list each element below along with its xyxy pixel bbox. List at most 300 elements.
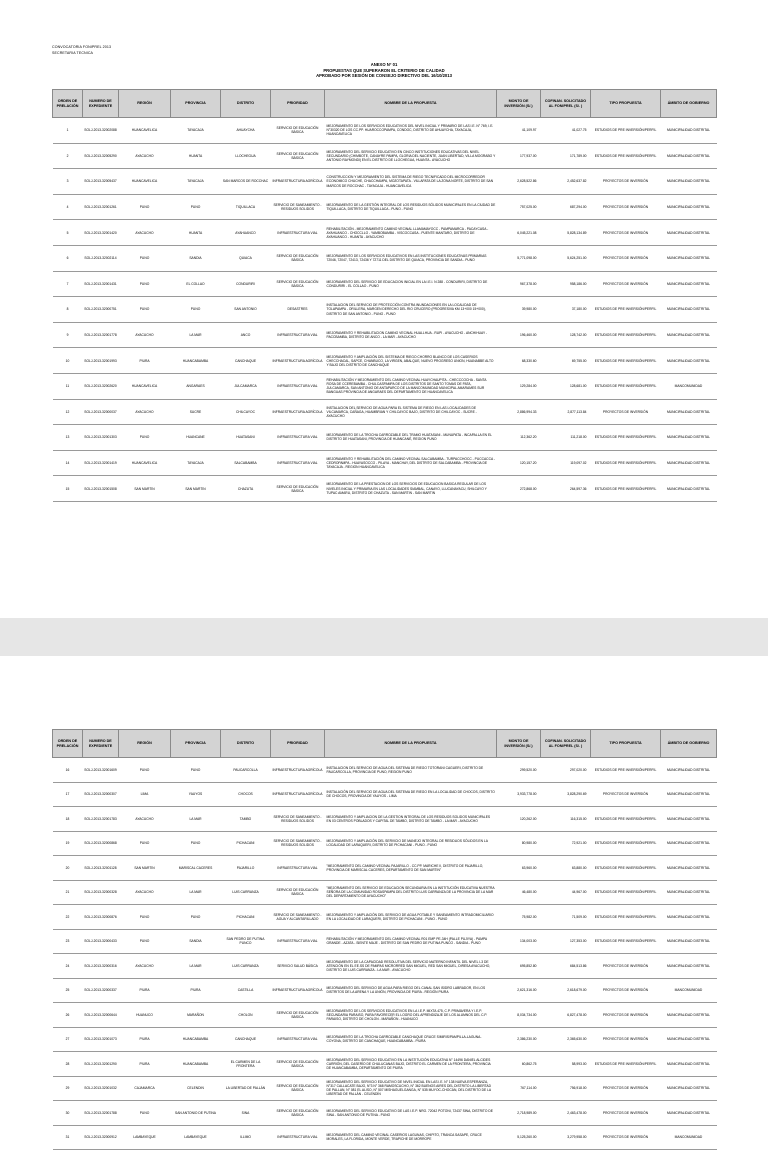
investment-cell: 120,262.00: [497, 807, 541, 832]
region-cell: AYACUCHO: [119, 954, 171, 979]
cofinancing-header: COFINAN. SOLICITADO AL FONIPREL (S/. ): [541, 90, 591, 118]
order-cell: 3: [53, 169, 83, 195]
district-cell: SAN ANTONIO: [221, 297, 271, 323]
proposal-name-cell: MEJORAMIENTO DEL SERVICIO EDUCATIVO EN CINCO INSTITUCIONES EDUCATIVAS DEL NIVEL SECUNDARIO (CHIMBOTE, CANAYRE PAMPA, GLORIA DEL NACIENTE, JUAN LIBERTAD, VILLA MOGRABO Y ANTONIO RAYMONDI) EN EL DISTRITO DE LLOCHEGUA, HUANTA - AYACUCHO: [325, 143, 497, 169]
investment-cell: 134,003.00: [497, 929, 541, 954]
priority-cell: SERVICIO DE SANEAMIENTO - RESIDUOS SOLIDOS: [271, 831, 325, 856]
cofinancing-cell: 264,597.36: [541, 476, 591, 502]
district-cell: AHUAYCHA: [221, 118, 271, 144]
proposal-type-cell: PROYECTOS DE INVERSIÓN: [591, 954, 661, 979]
region-header: REGIÓN: [119, 730, 171, 758]
cofinancing-cell: 37,180.00: [541, 297, 591, 323]
cofinancing-cell: 71,509.00: [541, 905, 591, 930]
government-scope-cell: MUNICIPALIDAD DISTRITAL: [661, 880, 717, 905]
proposal-type-cell: ESTUDIOS DE PRE INVERSIÓN/PERFIL: [591, 758, 661, 783]
order-cell: 1: [53, 118, 83, 144]
district-cell: CHAZUTA: [221, 476, 271, 502]
province-cell: HUANCABAMBA: [171, 1027, 221, 1052]
order-cell: 31: [53, 1125, 83, 1150]
order-cell: 30: [53, 1101, 83, 1126]
government-scope-cell: MUNICIPALIDAD DISTRITAL: [661, 399, 717, 425]
proposal-type-cell: ESTUDIOS DE PRE INVERSIÓN/PERFIL: [591, 831, 661, 856]
priority-cell: SERVICIO DE SANEAMIENTO - RESIDUOS SOLIDOS: [271, 194, 325, 220]
district-cell: LLOCHEGUA: [221, 143, 271, 169]
district-cell: JULCAMARCA: [221, 373, 271, 399]
district-cell: CANCHAQUE: [221, 1027, 271, 1052]
government-scope-cell: MUNICIPALIDAD DISTRITAL: [661, 169, 717, 195]
province-cell: TAYACAJA: [171, 118, 221, 144]
order-cell: 21: [53, 880, 83, 905]
file-number-cell: SOLJ-2013-32001073: [83, 1027, 119, 1052]
province-cell: SUCRE: [171, 399, 221, 425]
cofinancing-cell: 128,681.00: [541, 373, 591, 399]
proposal-name-cell: MEJORAMIENTO DE LA GESTIÓN INTEGRAL DE LOS RESIDUOS SÓLIDOS MUNICIPALES EN LA CIUDAD DE TIQUILLACA, DISTRITO DE TIQUILLACA - PUNO - PUNO: [325, 194, 497, 220]
table-row: [53, 782, 717, 807]
district-cell: SINA: [221, 1101, 271, 1126]
priority-cell: SERVICIO DE EDUCACIÓN BÁSICA: [271, 1076, 325, 1101]
province-cell: HUANTA: [171, 220, 221, 246]
priority-cell: SERVICIO DE SANEAMIENTO - RESIDUOS SOLIDOS: [271, 807, 325, 832]
investment-cell: 68,330.60: [497, 348, 541, 374]
investment-cell: 2,886,994.33: [497, 399, 541, 425]
government-scope-cell: MUNICIPALIDAD DISTRITAL: [661, 1027, 717, 1052]
order-cell: 5: [53, 220, 83, 246]
order-cell: 6: [53, 245, 83, 271]
region-cell: PUNO: [119, 194, 171, 220]
proposal-name-cell: MEJORAMIENTO DEL SERVICIO DE AGUA PARA RIEGO DEL CANAL SAN ISIDRO LABRADOR, EN LOS DISTRITOS DE LA ARENA Y LA UNIÓN, PROVINCIA DE PIURA - REGIÓN PIURA: [325, 978, 497, 1003]
priority-cell: SERVICIO DE EDUCACIÓN BÁSICA: [271, 118, 325, 144]
district-cell: HUATASANI: [221, 425, 271, 451]
province-cell: LA MAR: [171, 954, 221, 979]
file-number-cell: SOLJ-2013-32001290: [83, 1052, 119, 1077]
cofinancing-cell: 41,027.75: [541, 118, 591, 144]
file-number-cell: SOLJ-2013-32000433: [83, 929, 119, 954]
order-header: ORDEN DE PRELACIÓN: [53, 90, 83, 118]
investment-cell: 272,868.00: [497, 476, 541, 502]
investment-cell: 63,960.00: [497, 856, 541, 881]
cofinancing-cell: 119,097.02: [541, 450, 591, 476]
table-row: [53, 245, 717, 271]
proposal-name-cell: REHABILITACIÓN Y MEJORAMIENTO DEL CAMINO VECINAL R01 EMP PE-34H (PALLE PUJIYA) - PAMPA GRANDE - AZATA - SIENTE MAJE - DISTRITO DE SAN PEDRO DE PUTINA PUNCO - SANDIA - PUNO: [325, 929, 497, 954]
priority-cell: INFRAESTRUCTURA VIAL: [271, 856, 325, 881]
table-row: [53, 954, 717, 979]
proposal-type-cell: PROYECTOS DE INVERSIÓN: [591, 220, 661, 246]
province-cell: ANGARAES: [171, 373, 221, 399]
government-scope-cell: MUNICIPALIDAD DISTRITAL: [661, 476, 717, 502]
government-scope-cell: MANCOMUNIDAD: [661, 978, 717, 1003]
region-cell: PIURA: [119, 348, 171, 374]
file-number-cell: SOLJ-2013-32001431: [83, 271, 119, 297]
cofinancing-cell: 127,353.00: [541, 929, 591, 954]
region-cell: AYACUCHO: [119, 880, 171, 905]
priority-cell: INFRAESTRUCTURA VIAL: [271, 220, 325, 246]
investment-cell: 695,852.80: [497, 954, 541, 979]
proposal-name-cell: MEJORAMIENTO DEL SERVICIO EDUCATIVO EN LA INSTITUCIÓN EDUCATIVA N° 14496 DANIEL ALCIDES CARRIÓN, DEL CASERÍO DE CHULUCANAS BAJO, DISTRITO EL CARMEN DE LA FRONTERA, PROVINCIA DE HUANCABAMBA, DEPARTAMENTO DE PIURA: [325, 1052, 497, 1077]
proposal-type-cell: PROYECTOS DE INVERSIÓN: [591, 1027, 661, 1052]
province-cell: LA MAR: [171, 807, 221, 832]
priority-cell: DESASTRES: [271, 297, 325, 323]
investment-cell: 196,460.00: [497, 322, 541, 348]
priority-header: PRIORIDAD: [271, 90, 325, 118]
file-number-cell: SOLJ-2013-32000328: [83, 880, 119, 905]
investment-cell: 39,980.00: [497, 297, 541, 323]
order-cell: 11: [53, 373, 83, 399]
district-cell: SAN PEDRO DE PUTINA PUNCO: [221, 929, 271, 954]
region-cell: AYACUCHO: [119, 143, 171, 169]
proposal-type-cell: ESTUDIOS DE PRE INVERSIÓN/PERFIL: [591, 118, 661, 144]
file-number-cell: SOLJ-2013-32000307: [83, 782, 119, 807]
province-cell: SANDIA: [171, 245, 221, 271]
investment-cell: 2,621,316.00: [497, 978, 541, 1003]
file-number-cell: SOLJ-2013-32000337: [83, 978, 119, 1003]
region-cell: PUNO: [119, 297, 171, 323]
region-cell: LAMBAYEQUE: [119, 1125, 171, 1150]
government-scope-cell: MUNICIPALIDAD DISTRITAL: [661, 1076, 717, 1101]
table-row: [53, 978, 717, 1003]
proposal-name-header: NOMBRE DE LA PROPUESTA: [325, 730, 497, 758]
district-cell: LA LIBERTAD DE PALLÁN: [221, 1076, 271, 1101]
government-scope-cell: MUNICIPALIDAD DISTRITAL: [661, 1003, 717, 1028]
investment-cell: 767,114.00: [497, 1076, 541, 1101]
district-cell: CHILCAYOC: [221, 399, 271, 425]
proposal-type-cell: ESTUDIOS DE PRE INVERSIÓN/PERFIL: [591, 476, 661, 502]
document-page-2: [0, 656, 768, 1142]
file-number-header: NUMERO DE EXPEDIENTE: [83, 90, 119, 118]
province-cell: LAMBAYEQUE: [171, 1125, 221, 1150]
table-row: [53, 1052, 717, 1077]
district-cell: CHOCOS: [221, 782, 271, 807]
cofinancing-cell: 6,827,478.00: [541, 1003, 591, 1028]
priority-cell: INFRAESTRUCTURA VIAL: [271, 425, 325, 451]
cofinancing-cell: 297,020.00: [541, 758, 591, 783]
government-scope-cell: MUNICIPALIDAD DISTRITAL: [661, 954, 717, 979]
proposal-name-cell: INSTALACION DEL SERVICIO DE AGUA PARA EL SISTEMA DE RIEGO EN LAS LOCALIDADES DE VILCAMARCA, CAÑAGA, HUAMBRIAN Y CHILCAYOC BAJO, DISTRITO DE CHILCAYOC - SUCRE - AYACUCHO: [325, 399, 497, 425]
province-cell: HUANCABAMBA: [171, 1052, 221, 1077]
priority-cell: SERVICIO DE EDUCACIÓN BÁSICA: [271, 271, 325, 297]
proposal-type-header: TIPO PROPUESTA: [591, 90, 661, 118]
priority-cell: INFRAESTRUCTURA AGRÍCOLA: [271, 399, 325, 425]
region-cell: SAN MARTIN: [119, 856, 171, 881]
secretaria-label: SECRETARIA TECNICA: [52, 51, 94, 55]
investment-cell: 129,284.00: [497, 373, 541, 399]
priority-cell: SERVICIO DE EDUCACIÓN BÁSICA: [271, 476, 325, 502]
province-cell: LA MAR: [171, 880, 221, 905]
table-row: [53, 807, 717, 832]
table-row: [53, 758, 717, 783]
proposal-type-cell: ESTUDIOS DE PRE INVERSIÓN/PERFIL: [591, 297, 661, 323]
district-cell: CONDURIRI: [221, 271, 271, 297]
region-cell: HUANCAVELICA: [119, 450, 171, 476]
proposal-type-cell: PROYECTOS DE INVERSIÓN: [591, 1101, 661, 1126]
table-row: [53, 322, 717, 348]
proposal-type-cell: ESTUDIOS DE PRE INVERSIÓN/PERFIL: [591, 880, 661, 905]
proposal-name-cell: MEJORAMIENTO DEL CAMINO VECINAL CASERIOS LAGUNAS, CHIPITO, TRANCA SASAPE, CRUCE MORALES, LA FLORIDA, MONTE VERDE, TRAPICHE DE MORROPE: [325, 1125, 497, 1150]
priority-cell: SERVICIO DE EDUCACIÓN BÁSICA: [271, 1101, 325, 1126]
investment-cell: 46,480.00: [497, 880, 541, 905]
district-cell: ILLIMO: [221, 1125, 271, 1150]
proposal-name-cell: MEJORAMIENTO DE LOS SERVICIOS EDUCATIVOS EN LAS INSTITUCIONES EDUCATIVAS PRIMARIAS 72046, 72047, 72413, 72436 Y 72711 DEL DISTRITO DE QUIACA, PROVINCIA DE SANDIA - PUNO: [325, 245, 497, 271]
province-cell: MARISCAL CACERES: [171, 856, 221, 881]
proposal-type-cell: ESTUDIOS DE PRE INVERSIÓN/PERFIL: [591, 807, 661, 832]
order-cell: 25: [53, 978, 83, 1003]
cofinancing-cell: 756,918.00: [541, 1076, 591, 1101]
table-row: [53, 1076, 717, 1101]
proposal-name-cell: MEJORAMIENTO DEL SERVICIO EDUCATIVO DE LAS I.E.P. NRO. 72042 POTONI, 72437 SINA, DISTRITO DE SINA - SAN ANTONIO DE PUTINA - PUNO: [325, 1101, 497, 1126]
district-cell: ANCO: [221, 322, 271, 348]
table-row: [53, 476, 717, 502]
investment-cell: 75,982.00: [497, 905, 541, 930]
district-cell: TAMBO: [221, 807, 271, 832]
district-cell: SAN MARCOS DE ROCCHAC: [221, 169, 271, 195]
investment-cell: 60,862.75: [497, 1052, 541, 1077]
priority-cell: INFRAESTRUCTURA VIAL: [271, 322, 325, 348]
proposal-type-cell: PROYECTOS DE INVERSIÓN: [591, 1003, 661, 1028]
file-number-cell: SOLJ-2013-32000037: [83, 399, 119, 425]
district-cell: TIQUILLACA: [221, 194, 271, 220]
investment-cell: 5,125,260.00: [497, 1125, 541, 1150]
government-scope-cell: MANCOMUNIDAD: [661, 1125, 717, 1150]
proposal-type-cell: ESTUDIOS DE PRE INVERSIÓN/PERFIL: [591, 348, 661, 374]
government-scope-cell: MUNICIPALIDAD DISTRITAL: [661, 425, 717, 451]
order-cell: 2: [53, 143, 83, 169]
province-header: PROVINCIA: [171, 90, 221, 118]
district-cell: SALCABAMBA: [221, 450, 271, 476]
district-cell: LUIS CARRANZA: [221, 954, 271, 979]
proposal-name-cell: INSTALACIÓN DEL SERVICIO DE AGUA DEL SISTEMA DE RIEGO EN LA LOCALIDAD DE CHOCOS, DISTRITO DE CHOCOS, PROVINCIA DE YAUYOS - LIMA: [325, 782, 497, 807]
proposal-name-cell: MEJORAMIENTO Y REHABILITACIÓN DEL CAMINO VECINAL SALCABAMBA - TURPACCHOCC - PUCCACCA - CEDROPAMPA - HUAYASOCCO - PILAYA - MANCHAY, DEL DISTRITO DE SALCABAMBA - PROVINCIA DE TAYACAJA - REGION HUANCAVELICA: [325, 450, 497, 476]
cofinancing-cell: 684,513.86: [541, 954, 591, 979]
province-cell: PUNO: [171, 297, 221, 323]
cofinancing-cell: 111,218.00: [541, 425, 591, 451]
order-cell: 13: [53, 425, 83, 451]
investment-cell: 5,771,098.00: [497, 245, 541, 271]
table-row: [53, 929, 717, 954]
file-number-cell: SOLJ-2013-32000751: [83, 297, 119, 323]
file-number-cell: SOLJ-2013-32000644: [83, 1003, 119, 1028]
file-number-cell: SOLJ-2013-32001993: [83, 348, 119, 374]
proposal-name-cell: MEJORAMIENTO DE LA TROCHA CARROZABLE DEL TRAMO HUATASANI - MUNUPATA - INCAPALLA EN EL DISTRITO DE HUATASANI, PROVINCIA DE HUANCANÉ, REGION PUNO: [325, 425, 497, 451]
province-cell: EL COLLAO: [171, 271, 221, 297]
proposal-name-cell: INSTALACION DEL SERVICIO DE PROTECCIÓN CONTRA INUNDACIONES EN LA LOCALIDAD DE TOLAPAMPA - ORILLERA, MARGEN DERECHO DEL RIO CRUCERO (PROGRESIVA KM 13+000 15+000), DISTRITO DE SAN ANTONIO - PUNO - PUNO: [325, 297, 497, 323]
file-number-cell: SOLJ-2013-32000868: [83, 831, 119, 856]
main-title: PROPUESTAS QUE SUPERARON EL CRITERIO DE CALIDAD: [323, 67, 445, 73]
table-header-row: [53, 730, 717, 758]
table-row: [53, 143, 717, 169]
province-cell: SAN MARTIN: [171, 476, 221, 502]
province-cell: SANDIA: [171, 929, 221, 954]
cofinancing-cell: 5,828,134.89: [541, 220, 591, 246]
proposal-type-cell: PROYECTOS DE INVERSIÓN: [591, 399, 661, 425]
proposal-type-cell: PROYECTOS DE INVERSIÓN: [591, 1076, 661, 1101]
order-cell: 20: [53, 856, 83, 881]
region-cell: PUNO: [119, 831, 171, 856]
government-scope-cell: MUNICIPALIDAD DISTRITAL: [661, 807, 717, 832]
priority-cell: INFRAESTRUCTURA VIAL: [271, 1027, 325, 1052]
order-cell: 12: [53, 399, 83, 425]
province-cell: CELENDIN: [171, 1076, 221, 1101]
cofinancing-cell: 58,993.00: [541, 1052, 591, 1077]
order-cell: 29: [53, 1076, 83, 1101]
table-row: [53, 271, 717, 297]
proposal-name-cell: REHABILITACIÓN - MEJORAMIENTO CAMINO VECINAL LLAMAMAYOCC - PAMPAMARCA - PACAYCASA - AYAHUANCO - CHOCCLLO - YAMBOBAMBA - VISCOCCASA - PUENTE MANTARO, DISTRITO DE AYAHUANCO - HUANTA - AYACUCHO: [325, 220, 497, 246]
province-cell: PUNO: [171, 194, 221, 220]
priority-cell: SERVICIO DE EDUCACIÓN BÁSICA: [271, 143, 325, 169]
government-scope-cell: MUNICIPALIDAD DISTRITAL: [661, 831, 717, 856]
priority-cell: SERVICIO SALUD BÁSICA: [271, 954, 325, 979]
government-scope-cell: MUNICIPALIDAD DISTRITAL: [661, 450, 717, 476]
cofinancing-cell: 2,877,113.84: [541, 399, 591, 425]
district-cell: PAUCARCOLLA: [221, 758, 271, 783]
table-row: [53, 348, 717, 374]
cofinancing-cell: 116,315.00: [541, 807, 591, 832]
investment-cell: 177,937.00: [497, 143, 541, 169]
table-row: [53, 1003, 717, 1028]
proposal-name-cell: INSTALACION DEL SERVICIO DE AGUA DEL SISTEMA DE RIEGO TOTORANI CAGUERI, DISTRITO DE PAUCARCOLLA, PROVINCIA DE PUNO, REGION PUNO: [325, 758, 497, 783]
investment-cell: 41,109.97: [497, 118, 541, 144]
government-scope-cell: MUNICIPALIDAD DISTRITAL: [661, 297, 717, 323]
priority-cell: INFRAESTRUCTURA VIAL: [271, 450, 325, 476]
proposal-type-cell: PROYECTOS DE INVERSIÓN: [591, 271, 661, 297]
government-scope-cell: MUNICIPALIDAD DISTRITAL: [661, 1052, 717, 1077]
region-cell: PUNO: [119, 245, 171, 271]
priority-cell: SERVICIO DE EDUCACIÓN BÁSICA: [271, 1003, 325, 1028]
priority-cell: INFRAESTRUCTURA VIAL: [271, 929, 325, 954]
proposal-type-cell: ESTUDIOS DE PRE INVERSIÓN/PERFIL: [591, 1052, 661, 1077]
proposal-name-cell: "MEJORAMIENTO DEL SERVICIO DE EDUCACION SECUNDARIA EN LA INSTITUCIÓN EDUCATIVA NUESTRA SEÑORA DE LA COMUNIDAD ROSASPAMPA DEL DISTRITO LUIS CARRANZA DE LA PROVINCIA DE LA MAR DEL DEPARTAMENTO DE AYACUCHO": [325, 880, 497, 905]
priority-cell: INFRAESTRUCTURA VIAL: [271, 373, 325, 399]
file-number-cell: SOLJ-2013-32002114: [83, 245, 119, 271]
cofinancing-cell: 687,294.00: [541, 194, 591, 220]
district-cell: CANCHAQUE: [221, 348, 271, 374]
proposal-type-cell: ESTUDIOS DE PRE INVERSIÓN/PERFIL: [591, 450, 661, 476]
government-scope-cell: MUNICIPALIDAD DISTRITAL: [661, 271, 717, 297]
province-cell: MARAÑON: [171, 1003, 221, 1028]
investment-cell: 6,045,221.08: [497, 220, 541, 246]
region-cell: HUANCAVELICA: [119, 118, 171, 144]
approval-subtitle: APROBADO POR SESIÓN DE CONSEJO DIRECTIVO DEL 16/10/2013: [316, 73, 452, 79]
region-cell: AYACUCHO: [119, 322, 171, 348]
district-cell: CASTILLA: [221, 978, 271, 1003]
region-cell: PUNO: [119, 425, 171, 451]
government-scope-cell: MUNICIPALIDAD DISTRITAL: [661, 245, 717, 271]
table-row: [53, 831, 717, 856]
government-scope-cell: MUNICIPALIDAD DISTRITAL: [661, 348, 717, 374]
order-cell: 8: [53, 297, 83, 323]
proposal-name-cell: MEJORAMIENTO DE LA CAPACIDAD RESOLUTIVA DEL SERVICIO MATERNO INFANTIL DEL NIVEL I-3 DE ATENCIÓN EN EL EE.SS DE PAMPAS MICRORRED SAN MIGUEL, RED SAN MIGUEL, DIRESA AYACUCHO, DISTRITO DE LUIS CARRANZA - LA MAR - AYACUCHO: [325, 954, 497, 979]
order-cell: 17: [53, 782, 83, 807]
order-cell: 18: [53, 807, 83, 832]
proposal-type-cell: PROYECTOS DE INVERSIÓN: [591, 978, 661, 1003]
proposal-type-cell: ESTUDIOS DE PRE INVERSIÓN/PERFIL: [591, 373, 661, 399]
government-scope-cell: MUNICIPALIDAD DISTRITAL: [661, 220, 717, 246]
government-scope-cell: MUNICIPALIDAD DISTRITAL: [661, 143, 717, 169]
priority-cell: INFRAESTRUCTURA AGRÍCOLA: [271, 782, 325, 807]
district-cell: QUIACA: [221, 245, 271, 271]
proposal-type-cell: PROYECTOS DE INVERSIÓN: [591, 194, 661, 220]
file-number-cell: SOLJ-2013-32000316: [83, 954, 119, 979]
proposal-name-cell: MEJORAMIENTO Y AMPLIACIÓN DEL SERVICIO DE AGUA POTABLE Y SANEAMIENTO INTRADOMICILIARIO EN LA LOCALIDAD DE LARAQUERI, DISTRITO DE PICHACANI - PUNO - PUNO: [325, 905, 497, 930]
priority-cell: INFRAESTRUCTURA AGRÍCOLA: [271, 758, 325, 783]
proposal-type-cell: ESTUDIOS DE PRE INVERSIÓN/PERFIL: [591, 322, 661, 348]
order-cell: 23: [53, 929, 83, 954]
priority-cell: INFRAESTRUCTURA AGRÍCOLA: [271, 978, 325, 1003]
table-row: [53, 425, 717, 451]
province-cell: TAYACAJA: [171, 169, 221, 195]
proposal-name-cell: MEJORAMIENTO DE LA PRESTACION DE LOS SERVICIOS DE EDUCACION BASICA REGULAR DE LOS NIVELES INICIAL Y PRIMARIA EN LAS LOCALIDADES SIAMBAL, CANAYO, LLUCANAYACU, SHILCAYO Y TUPAC AMARU, DISTRITO DE CHAZUTA - SAN MARTIN - SAN MARTIN: [325, 476, 497, 502]
order-cell: 7: [53, 271, 83, 297]
proposal-name-cell: CONSTRUCCION Y MEJORAMIENTO DEL SISTEMA DE RIEGO TECNIFICADO DEL MICROCORREDOR ECONOMICO CHUCHE, CHACCHAMPA, MOZOTAPATA - VILLAPATA DE LA ZONA NORTE, DISTRITO DE SAN MARCOS DE ROCCHAC - TAYACAJA - HUANCAVELICA: [325, 169, 497, 195]
priority-cell: INFRAESTRUCTURA AGRÍCOLA: [271, 348, 325, 374]
cofinancing-cell: 2,365,630.00: [541, 1027, 591, 1052]
order-cell: 19: [53, 831, 83, 856]
table-row: [53, 1101, 717, 1126]
order-cell: 9: [53, 322, 83, 348]
file-number-cell: SOLJ-2013-32000876: [83, 905, 119, 930]
table-row: [53, 450, 717, 476]
government-scope-cell: MUNICIPALIDAD DISTRITAL: [661, 118, 717, 144]
cofinancing-cell: 2,452,637.82: [541, 169, 591, 195]
table-row: [53, 880, 717, 905]
proposal-type-cell: ESTUDIOS DE PRE INVERSIÓN/PERFIL: [591, 929, 661, 954]
priority-cell: SERVICIO DE EDUCACIÓN BÁSICA: [271, 1052, 325, 1077]
region-cell: PUNO: [119, 1101, 171, 1126]
file-number-cell: SOLJ-2013-32001778: [83, 322, 119, 348]
file-number-cell: SOLJ-2013-32005437: [83, 169, 119, 195]
province-cell: HUANTA: [171, 143, 221, 169]
province-cell: TAYACAJA: [171, 450, 221, 476]
investment-cell: 8,034,734.00: [497, 1003, 541, 1028]
convocatoria-label: CONVOCATORIA FONIPREL 2013: [52, 45, 112, 49]
district-header: DISTRITO: [221, 90, 271, 118]
order-cell: 15: [53, 476, 83, 502]
district-cell: PICHACANI: [221, 905, 271, 930]
table-row: [53, 905, 717, 930]
order-cell: 26: [53, 1003, 83, 1028]
investment-cell: 967,378.00: [497, 271, 541, 297]
cofinancing-cell: 2,463,478.00: [541, 1101, 591, 1126]
proposal-name-cell: MEJORAMIENTO Y AMPLIACIÓN DEL SISTEMA DE RIEGO CHORRO BLANCO DE LOS CASERIOS CHECCHACAL, SAPCE, CHANBUCO, LA VIRGEN, ABALQUE, NUEVO PROGRESO UNION, HUANABBE ALTO Y BAJO DEL DISTRITO DE CANCHAQUE: [325, 348, 497, 374]
investment-cell: 3,933,778.00: [497, 782, 541, 807]
order-cell: 10: [53, 348, 83, 374]
file-number-cell: SOLJ-2013-32001261: [83, 194, 119, 220]
province-header: PROVINCIA: [171, 730, 221, 758]
proposal-type-cell: PROYECTOS DE INVERSIÓN: [591, 169, 661, 195]
document-titles: [0, 62, 768, 79]
investment-cell: 120,157.20: [497, 450, 541, 476]
cofinancing-cell: 5,624,251.00: [541, 245, 591, 271]
cofinancing-cell: 3,279,958.00: [541, 1125, 591, 1150]
district-header: DISTRITO: [221, 730, 271, 758]
region-cell: AYACUCHO: [119, 399, 171, 425]
proposal-name-cell: MEJORAMIENTO DEL SERVICIO EDUCATIVO DE NIVEL INICIAL EN LAS I.E. N° 138 NUEVA ESPERANZA, N°317 CALLACATE BAJO, N°3 N° 368 RAMOSCUCHO, N° 362 BUENOS AIRES DEL DISTRITO LA LIBERTAD DE PALLAN, N° 081 EL ALISO, N° 507 MISHAGUELGANGA, N° 535 MUYOC-CHOCÁN, DEL DISTRITO DE LA LIBERTAD DE PALLÁN - CELENDÍN: [325, 1076, 497, 1101]
investment-cell: 299,520.00: [497, 758, 541, 783]
cofinancing-cell: 72,921.00: [541, 831, 591, 856]
cofinancing-cell: 2,618,679.00: [541, 978, 591, 1003]
file-number-cell: SOLJ-2013-32001032: [83, 1076, 119, 1101]
file-number-cell: SOLJ-2013-32001420: [83, 220, 119, 246]
region-cell: PUNO: [119, 905, 171, 930]
investment-cell: 2,718,989.00: [497, 1101, 541, 1126]
table-row: [53, 194, 717, 220]
region-cell: PIURA: [119, 1052, 171, 1077]
priority-cell: SERVICIO DE EDUCACIÓN BÁSICA: [271, 880, 325, 905]
table-row: [53, 1027, 717, 1052]
order-cell: 14: [53, 450, 83, 476]
file-number-cell: SOLJ-2013-32001783: [83, 807, 119, 832]
government-scope-header: ÁMBITO DE GOBIERNO: [661, 730, 717, 758]
region-cell: CAJAMARCA: [119, 1076, 171, 1101]
region-cell: PUNO: [119, 929, 171, 954]
